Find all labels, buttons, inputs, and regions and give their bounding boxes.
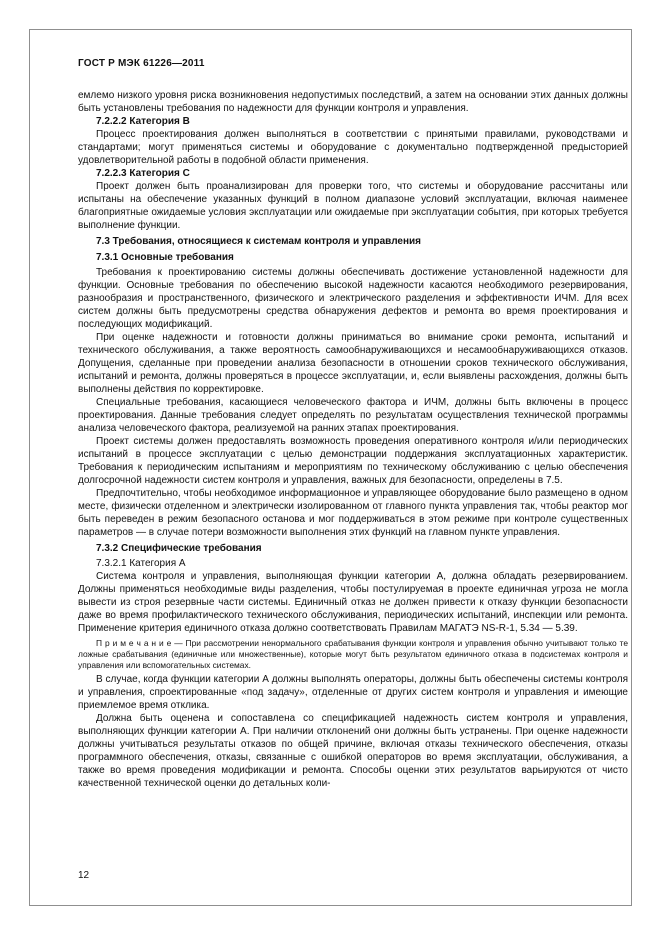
paragraph: Система контроля и управления, выполняющая функции категории А, должна обладать резервированием. Должны применяться необходимые виды разделения, чтобы постулируемая в проекте единичная угроза не могла вывести из строя резервные части системы. Единичный отказ не должен привести к отказу функции безопасности даже во время профилактического технического обслуживания, периодических испытаний, инспекции или ремонта. Применение критерия единичного отказа должно соответствовать Правилам МАГАТЭ NS-R-1, 5.34 — 5.39. xyxy=(78,571,628,634)
paragraph: Процесс проектирования должен выполняться в соответствии с принятыми правилами, руководствами и стандартами; могут применяться системы и оборудование с документально подтвержденной предысторией удовлетворительной работы в подобной области применения. xyxy=(78,129,628,166)
section-heading-7222: 7.2.2.2 Категория В xyxy=(96,116,190,127)
paragraph: Должна быть оценена и сопоставлена со спецификацией надежность систем контроля и управления, выполняющих функции категории А. При наличии отклонений они должны быть устранены. При оценке надежности должны учитываться результаты отказов по общей причине, включая отказы технического обеспечения, отказы программного обеспечения, отказы, связанные с ошибкой операторов во время эксплуатации, обслуживания, а также во время проведения модификации и ремонта. Способы оценки этих результатов варьируются от чисто качественной технической оценки до детальных коли- xyxy=(78,713,628,790)
note-paragraph: П р и м е ч а н и е — При рассмотрении ненормального срабатывания функции контроля и управления обычно учитывают только те ложные срабатывания (единичные или множественные), которые могут быть результатом единичного отказа в подсистемах контроля и управления или вспомогательных системах. xyxy=(78,638,628,670)
paragraph: Специальные требования, касающиеся человеческого фактора и ИЧМ, должны быть включены в процесс проектирования. Данные требования следует определять по результатам осуществления технической программы анализа человеческого фактора, реализуемой на ранних этапах проектирования. xyxy=(78,397,628,434)
paragraph-continuation: емлемо низкого уровня риска возникновения недопустимых последствий, а затем на основании этих данных должны быть установлены требования по надежности для функции контроля и управления. xyxy=(78,90,628,114)
document-header: ГОСТ Р МЭК 61226—2011 xyxy=(78,58,205,69)
paragraph: В случае, когда функции категории А должны выполнять операторы, должны быть обеспечены системы контроля и управления, спроектированные «под задачу», отделенные от других систем контроля и управления и имеющие приемлемое время отклика. xyxy=(78,674,628,712)
section-heading-7321: 7.3.2.1 Категория А xyxy=(96,558,186,569)
paragraph: При оценке надежности и готовности должны приниматься во внимание сроки ремонта, испытаний и технического обслуживания, а также вероятность самообнаруживающихся и несамообнаруживающихся отказов. Допущения, сделанные при проведении анализа безопасности в отношении сроков технического обслуживания, испытаний и ремонта, должны проверяться в процессе эксплуатации, и, если выявлены расхождения, должны быть выполнены действия по корректировке. xyxy=(78,332,628,395)
section-heading-731: 7.3.1 Основные требования xyxy=(96,252,234,263)
section-heading-732: 7.3.2 Специфические требования xyxy=(96,543,262,554)
page-content xyxy=(78,58,628,790)
paragraph: Требования к проектированию системы должны обеспечивать достижение установленной надежности для функции. Основные требования по обеспечению высокой надежности касаются необходимого резервирования, разнообразия и пространственного, физического и электрического разделения и эффективности ИЧМ. Для всех систем должны быть предусмотрены средства обнаружения дефектов и ремонта во время проектирования и последующих модификаций. xyxy=(78,267,628,330)
paragraph: Проект системы должен предоставлять возможность проведения оперативного контроля и/или периодических испытаний в процессе эксплуатации с целью демонстрации поддержания эксплуатационных характеристик. Требования к периодическим испытаниям и мероприятиям по техническому обслуживанию с целью обеспечения долгосрочной надежности систем контроля и управления, важных для безопасности, определены в 7.5. xyxy=(78,436,628,486)
page-number: 12 xyxy=(78,870,90,881)
paragraph: Проект должен быть проанализирован для проверки того, что системы и оборудование рассчитаны или испытаны на обеспечение указанных функций в полном диапазоне условий эксплуатации, включая наименее благоприятные ожидаемые условия эксплуатации или ожидаемые при эксплуатации события, при которых требуется выполнение функции. xyxy=(78,181,628,231)
section-heading-7223: 7.2.2.3 Категория С xyxy=(96,168,190,179)
paragraph: Предпочтительно, чтобы необходимое информационное и управляющее оборудование было размещено в одном месте, физически отделенном и электрически изолированном от главного пункта управления так, чтобы реактор мог быть переведен в режим безопасного останова и мог поддерживаться в этом режиме при контроле существенных параметров — в случае потери возможности выполнения этих функций на главном пункте управления. xyxy=(78,488,628,538)
section-heading-73: 7.3 Требования, относящиеся к системам контроля и управления xyxy=(96,236,421,247)
